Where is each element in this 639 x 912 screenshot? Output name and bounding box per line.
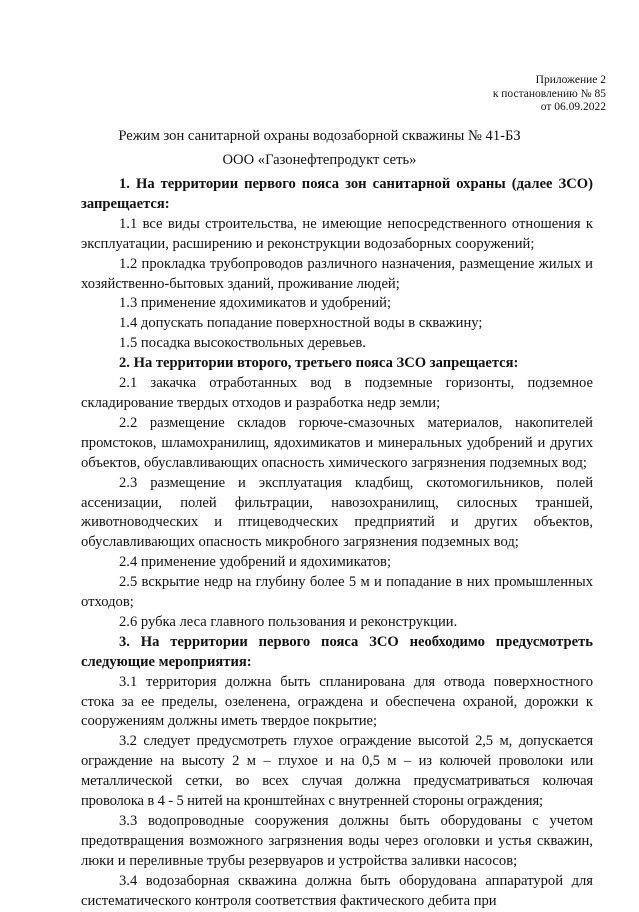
document-body xyxy=(81,175,593,912)
appendix-number: Приложение 2 xyxy=(535,74,606,86)
paragraph-2-2: 2.2 размещение складов горюче-смазочных материалов, накопителей промстоков, шламохранилищ, ядохимикатов и минеральных удобрений и других объектов, обуславливающих опасность химического загрязнения подземных вод; xyxy=(81,414,593,471)
paragraph-2-3: 2.3 размещение и эксплуатация кладбищ, скотомогильников, полей ассенизации, полей фильтрации, навозохранилищ, силосных траншей, животноводческих и птицеводческих предприятий и других объектов, обуславливающих опасность микробного загрязнения подземных вод; xyxy=(81,474,593,551)
paragraph-3-2: 3.2 следует предусмотреть глухое ограждение высотой 2,5 м, допускается ограждение на высоту 2 м – глухое и на 0,5 м – из колючей проволоки или металлической сетки, во всех случая должна предусматриваться колючая проволока в 4 - 5 нитей на кронштейнах с внутренней стороны ограждения; xyxy=(81,733,593,810)
paragraph-1-1: 1.1 все виды строительства, не имеющие непосредственного отношения к эксплуатации, расширению и реконструкции водозаборных сооружений; xyxy=(81,215,593,252)
paragraph-1-4: 1.4 допускать попадание поверхностной воды в скважину; xyxy=(119,315,483,332)
paragraph-3-1: 3.1 территория должна быть спланирована для отвода поверхностного стока за ее пределы, озеленена, ограждена и обеспечена охраной, дорожки к сооружениям должны иметь твердое покрытие; xyxy=(81,673,593,730)
section-heading-3: 3. На территории первого пояса ЗСО необходимо предусмотреть следующие мероприятия: xyxy=(81,633,593,670)
paragraph-2-1: 2.1 закачка отработанных вод в подземные горизонты, подземное складирование твердых отходов и разработка недр земли; xyxy=(81,375,593,411)
paragraph-1-3: 1.3 применение ядохимикатов и удобрений; xyxy=(119,295,392,312)
company-name: ООО «Газонефтепродукт сеть» xyxy=(222,152,417,168)
paragraph-3-4: 3.4 водозаборная скважина должна быть оборудована аппаратурой для систематического контроля соответствия фактического дебита при xyxy=(81,872,593,909)
resolution-number: к постановлению № 85 xyxy=(492,87,606,100)
resolution-date: от 06.09.2022 xyxy=(540,101,606,113)
paragraph-2-5: 2.5 вскрытие недр на глубину более 5 м и попадание в них промышленных отходов; xyxy=(81,574,593,611)
section-heading-1: 1. На территории первого пояса зон санитарной охраны (далее ЗСО) запрещается: xyxy=(81,176,593,212)
paragraph-3-3: 3.3 водопроводные сооружения должны быть оборудованы с учетом предотвращения возможного загрязнения воды через оголовки и устья скважин, люки и переливные трубы резервуаров и устройства заливки насосов; xyxy=(81,813,593,869)
section-heading-2: 2. На территории второго, третьего пояса ЗСО запрещается: xyxy=(119,355,519,372)
paragraph-1-5: 1.5 посадка высокоствольных деревьев. xyxy=(119,335,366,352)
paragraph-1-2: 1.2 прокладка трубопроводов различного назначения, размещение жилых и хозяйственно-бытовых зданий, проживание людей; xyxy=(81,255,593,292)
paragraph-2-4: 2.4 применение удобрений и ядохимикатов; xyxy=(119,554,392,571)
document-title: Режим зон санитарной охраны водозаборной скважины № 41-БЗ xyxy=(118,128,521,144)
paragraph-2-6: 2.6 рубка леса главного пользования и реконструкции. xyxy=(119,613,458,630)
appendix-reference xyxy=(493,74,606,115)
